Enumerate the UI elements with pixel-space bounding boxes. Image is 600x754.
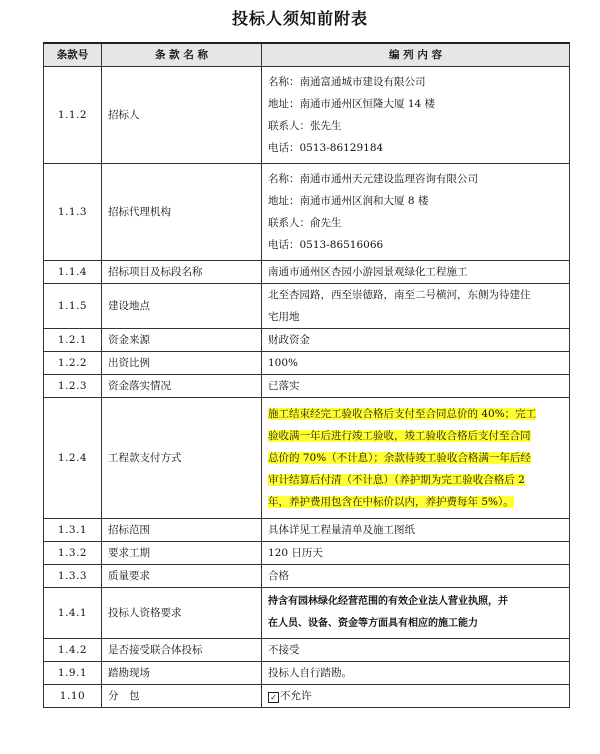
table-row <box>44 329 570 352</box>
content-line-bold: 在人员、设备、资金等方面具有相应的施工能力 <box>268 618 478 629</box>
header-content: 编 列 内 容 <box>262 43 570 67</box>
clause-no: 1.9.1 <box>44 662 102 685</box>
clause-name: 招标项目及标段名称 <box>102 261 262 284</box>
header-clause-no: 条款号 <box>44 43 102 67</box>
table-row <box>44 261 570 284</box>
content-line: 联系人：俞先生 <box>268 217 342 229</box>
content-line: 电话：0513-86516066 <box>268 239 384 251</box>
clause-no: 1.1.4 <box>44 261 102 284</box>
clause-name: 招标代理机构 <box>102 164 262 261</box>
clause-no: 1.10 <box>44 685 102 708</box>
clause-content: 已落实 <box>262 375 570 398</box>
clause-content <box>262 284 570 329</box>
content-line: 名称：南通富通城市建设有限公司 <box>268 76 426 88</box>
content-line-highlighted: 验收满一年后进行竣工验收，竣工验收合格后支付至合同 <box>268 430 531 442</box>
clause-name: 招标人 <box>102 67 262 164</box>
table-row <box>44 519 570 542</box>
clause-content <box>262 588 570 639</box>
clause-name: 是否接受联合体投标 <box>102 639 262 662</box>
clause-no: 1.1.3 <box>44 164 102 261</box>
clause-no: 1.1.2 <box>44 67 102 164</box>
content-line-highlighted: 施工结束经完工验收合格后支付至合同总价的 40%；完工 <box>268 408 537 420</box>
header-clause-name: 条 款 名 称 <box>102 43 262 67</box>
clause-no: 1.3.1 <box>44 519 102 542</box>
content-line: 名称：南通市通州天元建设监理咨询有限公司 <box>268 173 478 185</box>
clause-no: 1.3.2 <box>44 542 102 565</box>
clause-no: 1.4.2 <box>44 639 102 662</box>
clause-name: 建设地点 <box>102 284 262 329</box>
content-line: 宅用地 <box>268 311 300 323</box>
clause-name: 出资比例 <box>102 352 262 375</box>
table-row <box>44 542 570 565</box>
content-line: 地址：南通市通州区恒隆大厦 14 楼 <box>268 98 436 110</box>
content-line: 联系人：张先生 <box>268 120 342 132</box>
page-title: 投标人须知前附表 <box>231 9 368 28</box>
table-row <box>44 284 570 329</box>
table-row <box>44 67 570 164</box>
clause-content <box>262 685 570 708</box>
content-line-highlighted: 总价的 70%（不计息）；余款待竣工验收合格满一年后经 <box>268 452 531 464</box>
clause-content: 具体详见工程量清单及施工图纸 <box>262 519 570 542</box>
clause-no: 1.3.3 <box>44 565 102 588</box>
content-line-bold: 持含有园林绿化经营范围的有效企业法人营业执照，并 <box>268 596 508 607</box>
clause-content: 不接受 <box>262 639 570 662</box>
clause-content <box>262 67 570 164</box>
table-row <box>44 375 570 398</box>
table-row <box>44 398 570 519</box>
content-line: 北至杏园路，西至崇德路，南至二号横河，东侧为待建住 <box>268 289 531 301</box>
clause-no: 1.2.3 <box>44 375 102 398</box>
table-row <box>44 588 570 639</box>
content-line-highlighted: 审计结算后付清（不计息）（养护期为完工验收合格后 2 <box>268 474 525 486</box>
table-row <box>44 352 570 375</box>
clause-name: 分 包 <box>102 685 262 708</box>
content-line-highlighted: 年，养护费用包含在中标价以内，养护费每年 5%）。 <box>268 496 514 508</box>
clause-content: 100% <box>262 352 570 375</box>
table-row <box>44 685 570 708</box>
clause-content: 财政资金 <box>262 329 570 352</box>
clause-no: 1.2.2 <box>44 352 102 375</box>
clause-no: 1.2.4 <box>44 398 102 519</box>
clause-content <box>262 398 570 519</box>
clause-name: 投标人资格要求 <box>102 588 262 639</box>
clause-name: 资金落实情况 <box>102 375 262 398</box>
checked-box-icon: ✓ <box>268 692 279 703</box>
clause-no: 1.2.1 <box>44 329 102 352</box>
clause-content <box>262 164 570 261</box>
subcontract-value: 不允许 <box>280 690 312 702</box>
content-line: 地址：南通市通州区润和大厦 8 楼 <box>268 195 429 207</box>
instructions-table <box>43 42 570 708</box>
clause-name: 工程款支付方式 <box>102 398 262 519</box>
clause-content: 合格 <box>262 565 570 588</box>
clause-name: 招标范围 <box>102 519 262 542</box>
table-row <box>44 164 570 261</box>
clause-content: 投标人自行踏勘。 <box>262 662 570 685</box>
table-row <box>44 662 570 685</box>
table-row <box>44 639 570 662</box>
table-row <box>44 565 570 588</box>
clause-name: 质量要求 <box>102 565 262 588</box>
content-line: 电话：0513-86129184 <box>268 142 384 154</box>
clause-name: 资金来源 <box>102 329 262 352</box>
table-header-row <box>44 43 570 67</box>
clause-name: 踏勘现场 <box>102 662 262 685</box>
clause-content: 120 日历天 <box>262 542 570 565</box>
clause-no: 1.4.1 <box>44 588 102 639</box>
clause-name: 要求工期 <box>102 542 262 565</box>
clause-content: 南通市通州区杏园小游园景观绿化工程施工 <box>262 261 570 284</box>
clause-no: 1.1.5 <box>44 284 102 329</box>
